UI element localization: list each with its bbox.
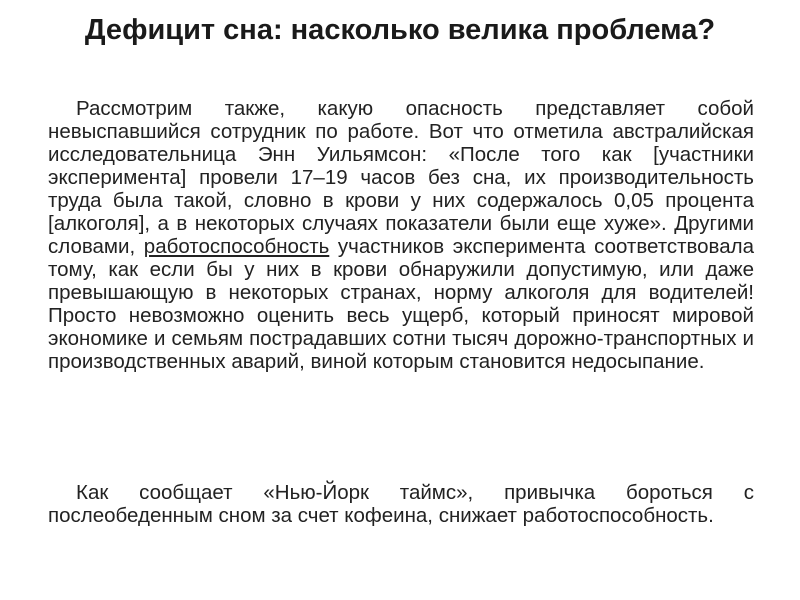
underlined-term: работоспособность [143,235,330,258]
paragraph-2-text: Как сообщает «Нью-Йорк таймс», привычка бороться с послеобеденным сном за счет кофеина, снижает работоспособность. [48,481,754,527]
slide-title: Дефицит сна: насколько велика проблема? [84,14,716,46]
paragraph-1 [48,97,754,373]
paragraph-1-text-start: Рассмотрим также, какую опасность представляет собой невыспавшийся сотрудник по работе. Вот что отметила австралийская исследовательница Энн Уильямсон: «После того как [участники эксперимента] провели 17–19 часов без сна, их производительность труда была такой, словно в крови у них содержалось 0,05 процента [алкоголя], а в некоторых случаях показатели были еще хуже». Другими словами, [48,97,754,258]
paragraph-2 [48,481,754,527]
paragraph-1-text-end: участников эксперимента соответствовала тому, как если бы у них в крови обнаружили допустимую, или даже превышающую в некоторых странах, норму алкоголя для водителей! Просто невозможно оценить весь ущерб, который приносят мировой экономике и семьям пострадавших сотни тысяч дорожно-транспортных и производственных аварий, виной которым становится недосыпание. [48,235,754,373]
